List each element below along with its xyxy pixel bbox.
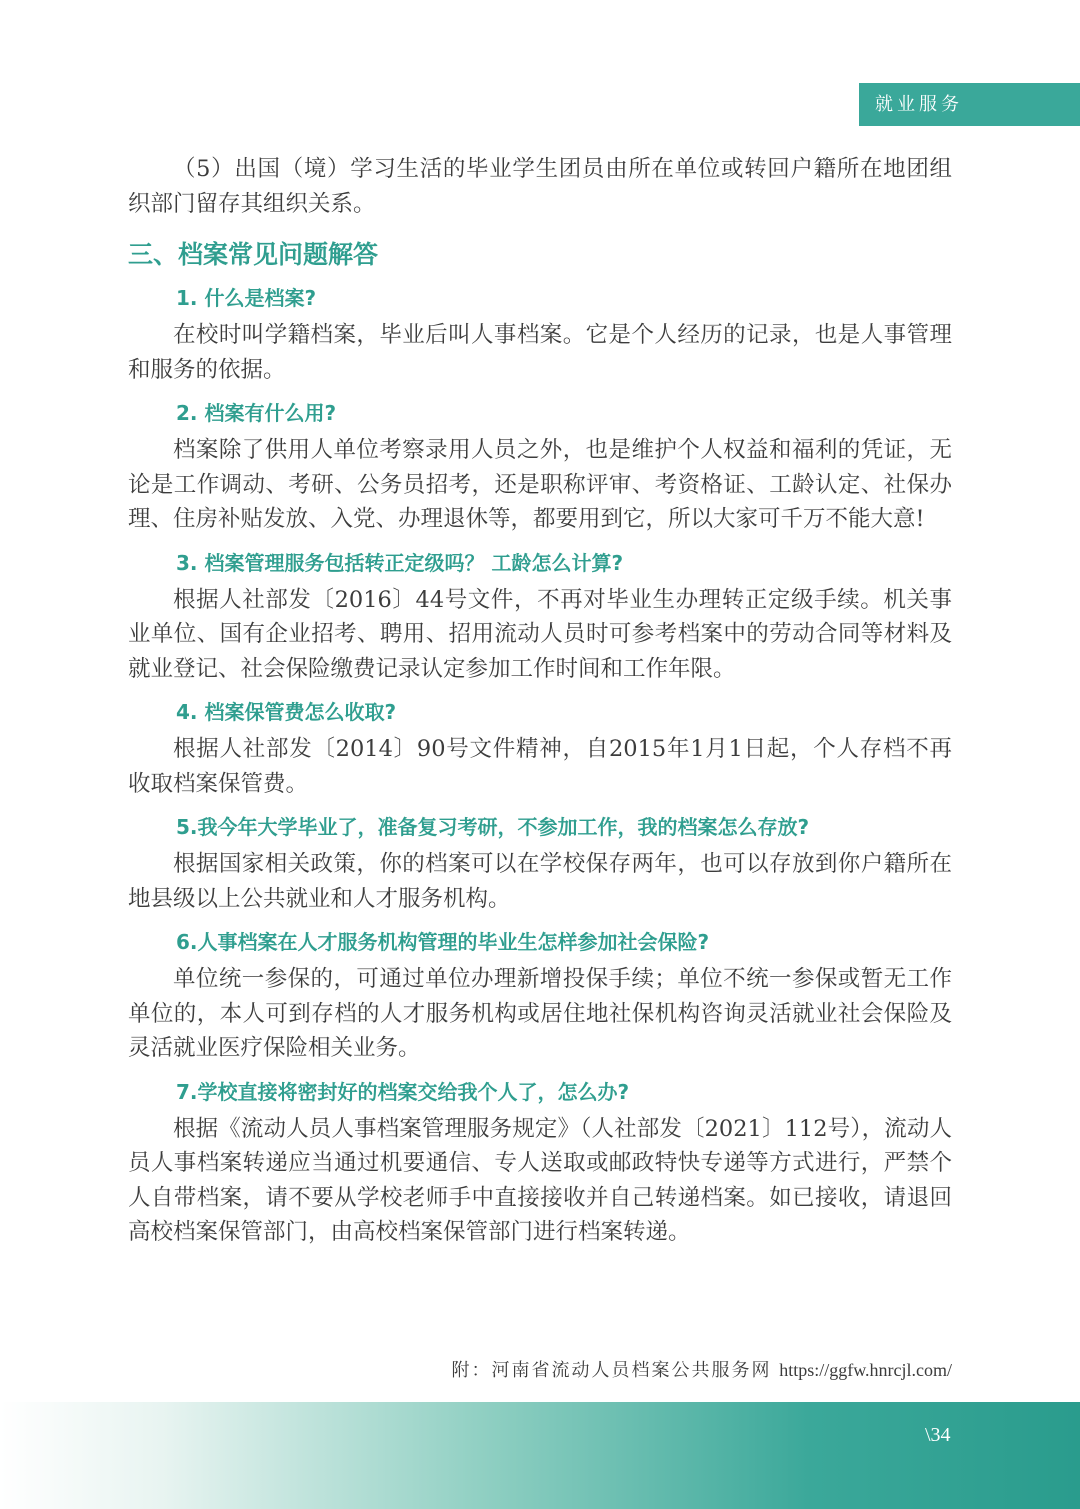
answer-2: 档案除了供用人单位考察录用人员之外，也是维护个人权益和福利的凭证，无论是工作调动、考研、公务员招考，还是职称评审、考资格证、工龄认定、社保办理、住房补贴发放、入党、办理退休等，都要用到它，所以大家可千万不能大意!	[128, 437, 952, 532]
answer-3: 根据人社部发〔2016〕44号文件，不再对毕业生办理转正定级手续。机关事业单位、国有企业招考、聘用、招用流动人员时可参考档案中的劳动合同等材料及就业登记、社会保险缴费记录认定参加工作时间和工作年限。	[128, 586, 952, 682]
page-number: \34	[925, 1424, 951, 1446]
main-content	[128, 152, 952, 1250]
section-title: 三、档案常见问题解答	[128, 240, 379, 269]
answer-1: 在校时叫学籍档案，毕业后叫人事档案。它是个人经历的记录，也是人事管理和服务的依据。	[128, 322, 952, 383]
answer-4: 根据人社部发〔2014〕90号文件精神，自2015年1月1日起，个人存档不再收取档案保管费。	[128, 736, 952, 797]
footer-band	[0, 1402, 1080, 1509]
question-4: 4. 档案保管费怎么收取?	[176, 700, 397, 724]
answer-5: 根据国家相关政策，你的档案可以在学校保存两年，也可以存放到你户籍所在地县级以上公共就业和人才服务机构。	[128, 851, 952, 912]
intro-paragraph: （5）出国（境）学习生活的毕业学生团员由所在单位或转回户籍所在地团组织部门留存其组织关系。	[128, 156, 952, 217]
footnote-url-link[interactable]: https://ggfw.hnrcjl.com/	[779, 1360, 952, 1380]
question-6: 6.人事档案在人才服务机构管理的毕业生怎样参加社会保险?	[176, 930, 710, 954]
footnote	[451, 1356, 952, 1382]
question-7: 7.学校直接将密封好的档案交给我个人了，怎么办?	[176, 1079, 630, 1104]
section-tag: 就业服务	[859, 83, 1080, 126]
question-2: 2. 档案有什么用?	[176, 401, 337, 425]
answer-6: 单位统一参保的，可通过单位办理新增投保手续；单位不统一参保或暂无工作单位的，本人可到存档的人才服务机构或居住地社保机构咨询灵活就业社会保险及灵活就业医疗保险相关业务。	[128, 966, 952, 1061]
question-1: 1. 什么是档案?	[176, 286, 317, 310]
question-3: 3. 档案管理服务包括转正定级吗？ 工龄怎么计算?	[176, 550, 624, 575]
question-5: 5.我今年大学毕业了，准备复习考研，不参加工作，我的档案怎么存放?	[176, 815, 810, 839]
answer-7: 根据《流动人员人事档案管理服务规定》（人社部发〔2021〕112号），流动人员人事档案转递应当通过机要通信、专人送取或邮政特快专递等方式进行，严禁个人自带档案，请不要从学校老师手中直接接收并自己转递档案。如已接收，请退回高校档案保管部门，由高校档案保管部门进行档案转递。	[128, 1115, 952, 1245]
footnote-label: 附：河南省流动人员档案公共服务网	[451, 1360, 772, 1381]
